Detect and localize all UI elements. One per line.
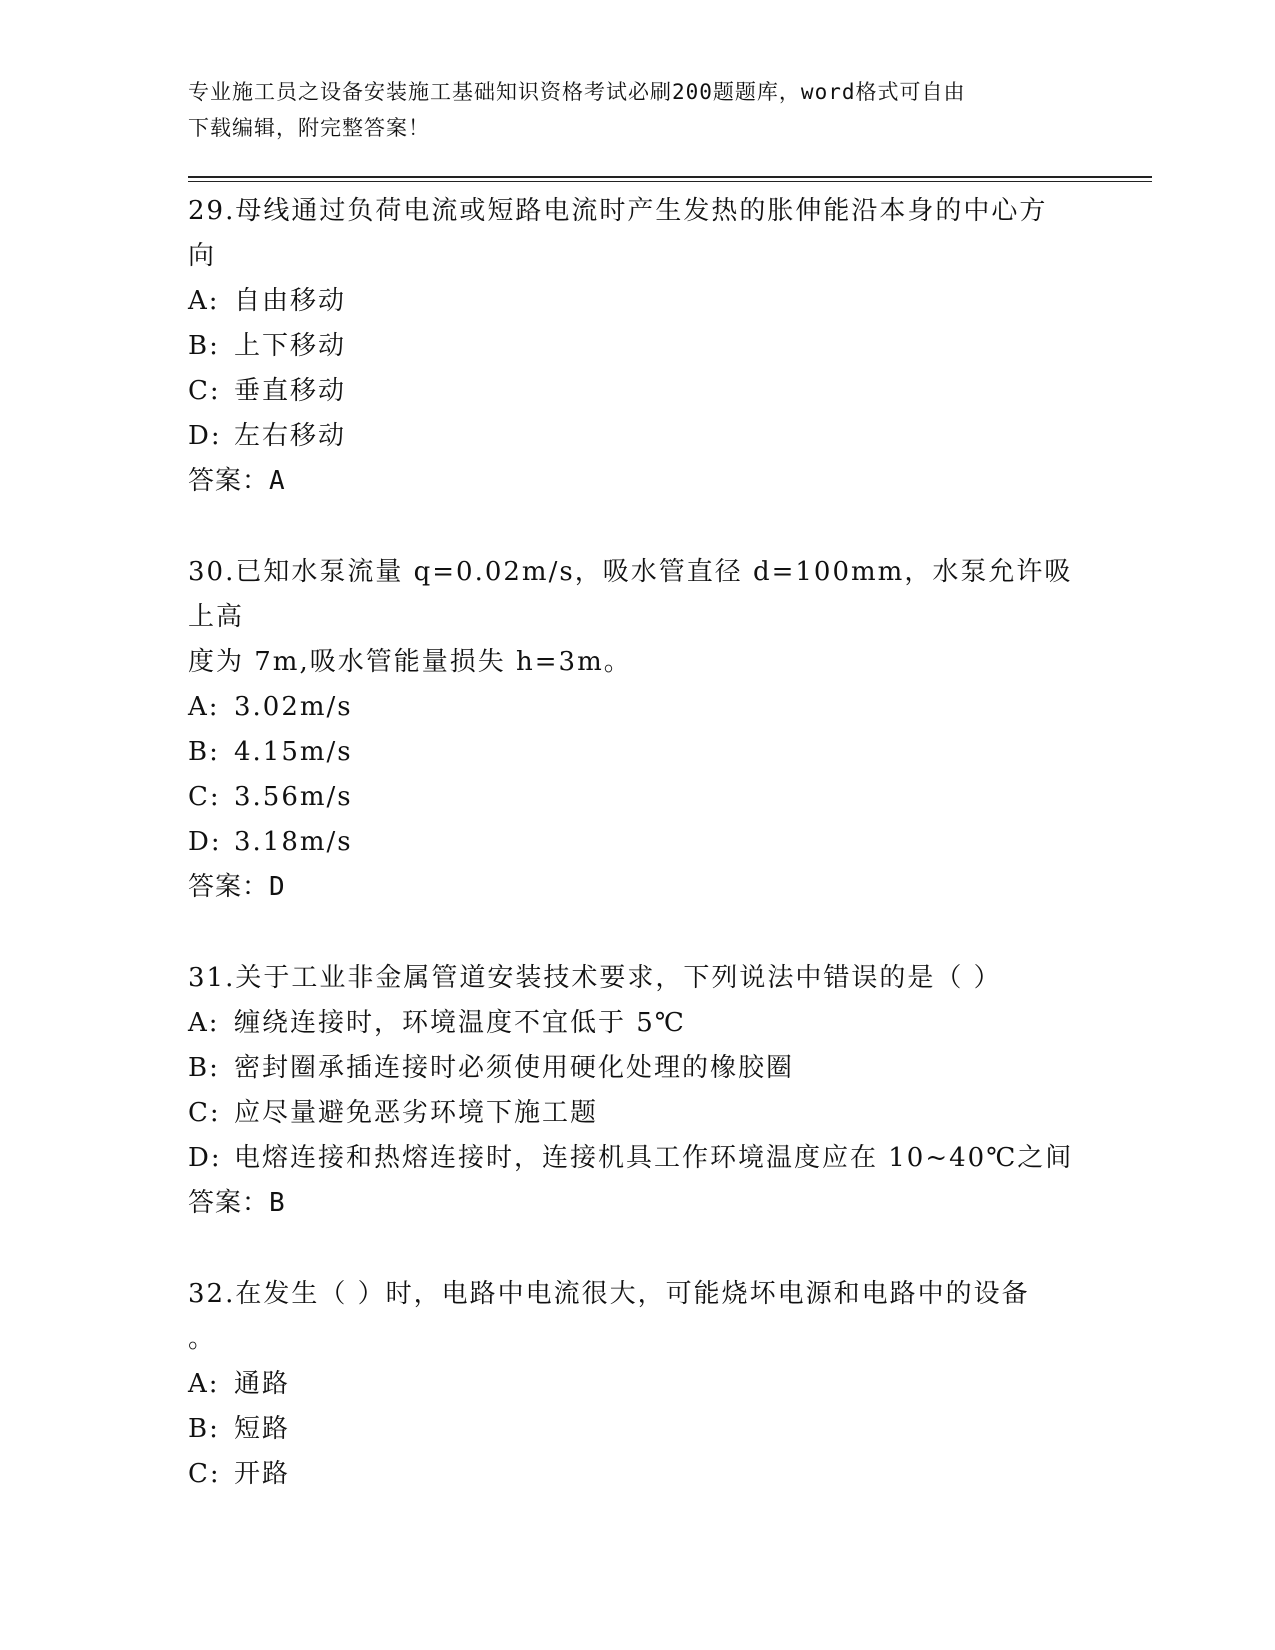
option-c [188,1091,1088,1136]
option-text: 3.56m/s [234,782,353,812]
option-letter: B: [188,331,220,361]
option-letter: D: [188,1143,222,1173]
option-letter: C: [188,376,221,406]
option-a [188,279,1088,324]
option-letter: A: [188,286,220,316]
option-letter: C: [188,1459,221,1489]
option-letter: B: [188,1414,220,1444]
option-b [188,1046,1088,1091]
question-stem-line-2: 向 [188,241,217,271]
question-30 [188,550,1088,910]
question-29 [188,189,1088,504]
option-b [188,324,1088,369]
answer-line: 答案：A [188,466,286,496]
option-a [188,685,1088,730]
option-letter: D: [188,827,222,857]
option-text: 通路 [234,1369,291,1399]
document-header [188,74,1068,146]
option-text: 左右移动 [234,421,347,451]
header-line-2: 下载编辑，附完整答案！ [188,116,430,140]
question-list [188,189,1088,1497]
option-d [188,414,1088,459]
answer-line: 答案：D [188,872,286,902]
option-text: 垂直移动 [234,376,347,406]
option-text: 短路 [234,1414,291,1444]
header-divider-thick [188,176,1152,178]
option-letter: D: [188,421,222,451]
option-letter: C: [188,782,221,812]
option-b [188,730,1088,775]
option-text: 应尽量避免恶劣环境下施工题 [234,1098,599,1128]
answer-line: 答案：B [188,1188,286,1218]
question-stem-line-1: 32.在发生（ ）时，电路中电流很大，可能烧坏电源和电路中的设备 [188,1279,1030,1309]
option-letter: A: [188,1369,220,1399]
option-a [188,1362,1088,1407]
header-divider-thin [188,181,1152,182]
option-c [188,775,1088,820]
option-letter: A: [188,692,220,722]
question-stem-line-1: 30.已知水泵流量 q=0.02m/s，吸水管直径 d=100mm，水泵允许吸上高 [188,557,1073,632]
option-c [188,369,1088,414]
option-d [188,820,1088,865]
option-text: 3.18m/s [234,827,353,857]
question-31 [188,956,1088,1226]
option-text: 开路 [234,1459,291,1489]
option-letter: B: [188,1053,220,1083]
option-text: 电熔连接和热熔连接时，连接机具工作环境温度应在 10~40℃之间 [234,1143,1074,1173]
option-letter: B: [188,737,220,767]
option-d [188,1136,1088,1181]
option-text: 上下移动 [234,331,347,361]
option-text: 3.02m/s [234,692,353,722]
option-c [188,1452,1088,1497]
question-stem-line-2: 度为 7m,吸水管能量损失 h=3m。 [188,647,632,677]
option-text: 自由移动 [234,286,347,316]
option-a [188,1001,1088,1046]
option-text: 密封圈承插连接时必须使用硬化处理的橡胶圈 [234,1053,795,1083]
option-text: 缠绕连接时，环境温度不宜低于 5℃ [234,1008,686,1038]
question-stem-line-1: 31.关于工业非金属管道安装技术要求，下列说法中错误的是（ ） [188,963,1002,993]
option-letter: A: [188,1008,220,1038]
option-text: 4.15m/s [234,737,353,767]
header-line-1: 专业施工员之设备安装施工基础知识资格考试必刷200题题库，word格式可自由 [188,80,966,104]
question-stem-line-1: 29.母线通过负荷电流或短路电流时产生发热的胀伸能沿本身的中心方 [188,196,1048,226]
question-stem-line-2: 。 [188,1324,217,1354]
option-letter: C: [188,1098,221,1128]
option-b [188,1407,1088,1452]
question-32 [188,1272,1088,1497]
